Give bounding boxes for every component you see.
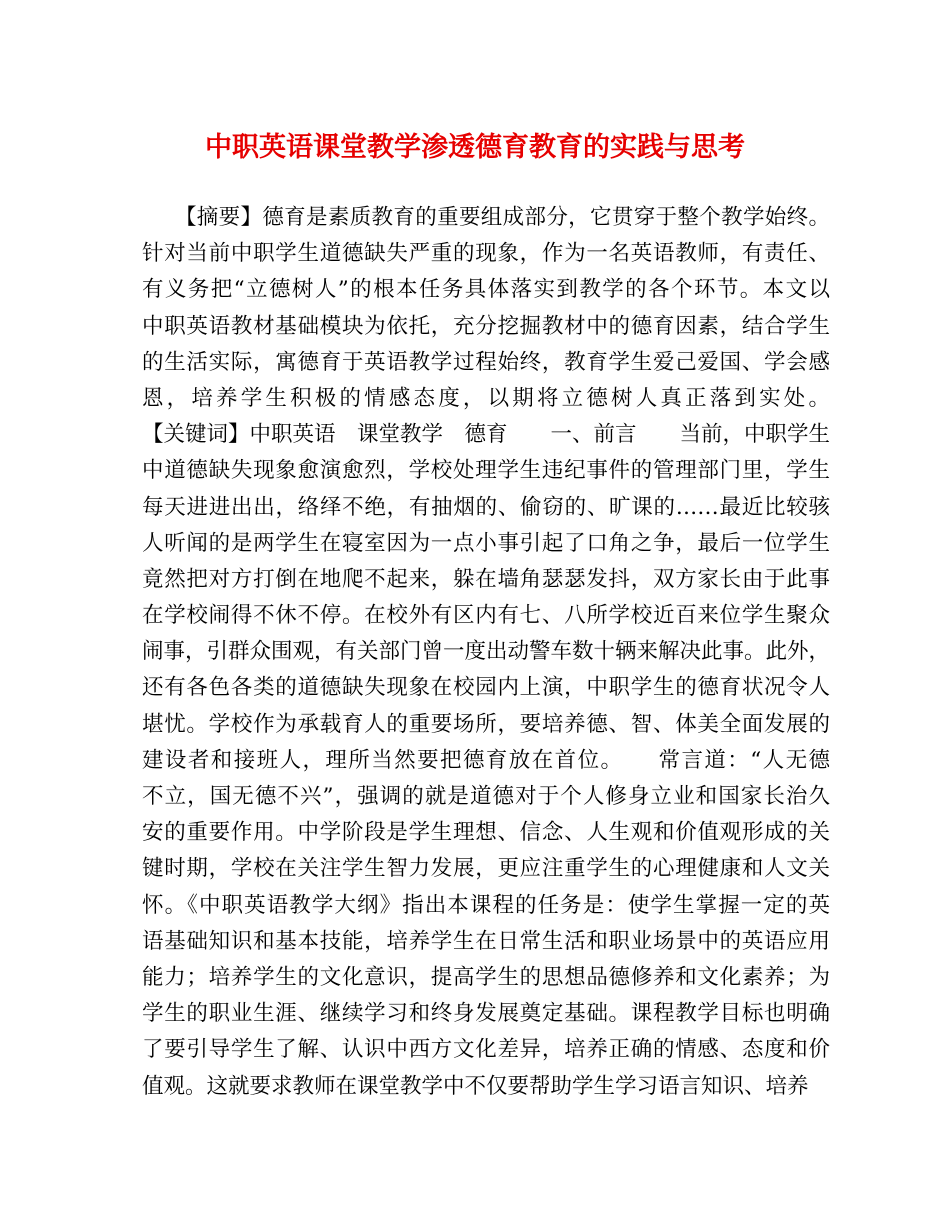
body-line: 每天进进出出，络绎不绝，有抽烟的、偷窃的、旷课的……最近比较骇 — [142, 494, 830, 520]
body-line: 能力；培养学生的文化意识，提高学生的思想品德修养和文化素养；为 — [142, 964, 830, 990]
body-line: 键时期，学校在关注学生智力发展，更应注重学生的心理健康和人文关 — [142, 856, 830, 882]
body-line: 闹事，引群众围观，有关部门曾一度出动警车数十辆来解决此事。此外， — [142, 639, 830, 665]
body-line: 竟然把对方打倒在地爬不起来，躲在墙角瑟瑟发抖，双方家长由于此事 — [142, 566, 830, 592]
body-line: 的生活实际，寓德育于英语教学过程始终，教育学生爱己爱国、学会感 — [142, 349, 830, 375]
body-line: 怀。《中职英语教学大纲》指出本课程的任务是：使学生掌握一定的英 — [142, 892, 830, 918]
body-line: 针对当前中职学生道德缺失严重的现象，作为一名英语教师，有责任、 — [142, 241, 830, 267]
body-line: 在学校闹得不休不停。在校外有区内有七、八所学校近百来位学生聚众 — [142, 603, 830, 629]
body-line: 中道德缺失现象愈演愈烈，学校处理学生违纪事件的管理部门里，学生 — [142, 458, 830, 484]
body-line: 学生的职业生涯、继续学习和终身发展奠定基础。课程教学目标也明确 — [142, 1001, 830, 1027]
body-line: 安的重要作用。中学阶段是学生理想、信念、人生观和价值观形成的关 — [142, 820, 830, 846]
body-line: 值观。这就要求教师在课堂教学中不仅要帮助学生学习语言知识、培养 — [142, 1073, 809, 1099]
body-line: 【摘要】德育是素质教育的重要组成部分，它贯穿于整个教学始终。 — [142, 205, 830, 230]
document-body — [142, 200, 830, 1105]
body-line: 建设者和接班人，理所当然要把德育放在首位。 常言道：“人无德 — [142, 747, 830, 773]
body-line: 还有各色各类的道德缺失现象在校园内上演，中职学生的德育状况令人 — [142, 675, 830, 701]
body-line: 人听闻的是两学生在寝室因为一点小事引起了口角之争，最后一位学生 — [142, 530, 830, 556]
body-line: 有义务把“立德树人”的根本任务具体落实到教学的各个环节。本文以 — [142, 277, 830, 303]
body-line: 语基础知识和基本技能，培养学生在日常生活和职业场景中的英语应用 — [142, 928, 830, 954]
body-line: 中职英语教材基础模块为依托，充分挖掘教材中的德育因素，结合学生 — [142, 313, 830, 339]
document-title: 中职英语课堂教学渗透德育教育的实践与思考 — [205, 132, 745, 163]
body-line: 不立，国无德不兴”，强调的就是道德对于个人修身立业和国家长治久 — [142, 784, 830, 809]
body-line: 恩，培养学生积极的情感态度，以期将立德树人真正落到实处。 — [142, 385, 830, 411]
body-line: 了要引导学生了解、认识中西方文化差异，培养正确的情感、态度和价 — [142, 1037, 830, 1063]
body-line: 堪忧。学校作为承载育人的重要场所，要培养德、智、体美全面发展的 — [142, 711, 830, 737]
body-line: 【关键词】中职英语 课堂教学 德育 一、前言 当前，中职学生 — [142, 422, 830, 448]
